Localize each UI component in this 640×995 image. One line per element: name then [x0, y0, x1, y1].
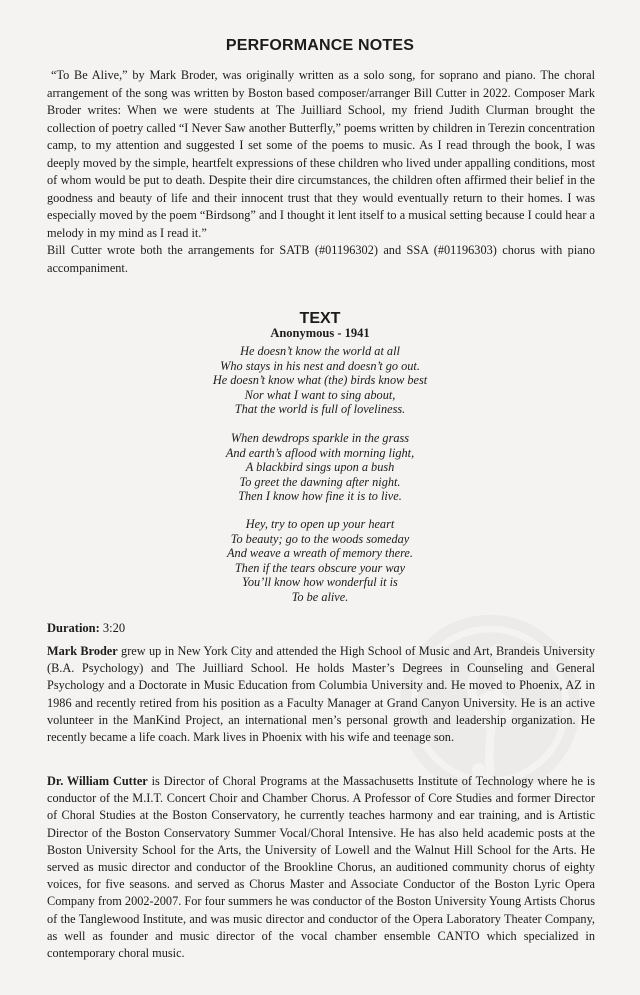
poem-line: And weave a wreath of memory there. [227, 546, 413, 561]
arrangements-paragraph: Bill Cutter wrote both the arrangements for SATB (#01196302) and SSA (#01196303) chorus with piano accompaniment. [47, 243, 595, 275]
bio-mark-broder [47, 643, 595, 746]
bio-text: grew up in New York City and attended the High School of Music and Art, Brandeis University (B.A. Psychology) and The Juilliard School. He holds Master’s Degrees in Counseling and General Psychology and a Doctorate in Music Education from Columbia University and. He moved to Phoenix, AZ in 1986 and recently retired from his position as a Faculty Manager at Grand Canyon University. He is an active volunteer in the ManKind Project, an international men’s personal growth and leadership organization. He recently became a life coach. Mark lives in Phoenix with his wife and teenage son. [47, 644, 595, 745]
bio-name: Dr. William Cutter [47, 774, 148, 788]
text-heading: TEXT [299, 310, 341, 327]
poem-line: Then I know how fine it is to live. [238, 489, 402, 504]
poem-stanza-2 [0, 431, 640, 504]
poem-line: He doesn’t know the world at all [240, 344, 400, 358]
bio-name: Mark Broder [47, 644, 118, 658]
poem-line: To beauty; go to the woods someday [230, 531, 410, 546]
poem-line: To greet the dawning after night. [239, 474, 401, 489]
performance-notes-heading: PERFORMANCE NOTES [225, 37, 415, 54]
poem-line: Who stays in his nest and doesn’t go out. [220, 358, 420, 373]
poem-line: When dewdrops sparkle in the grass [230, 431, 410, 445]
poem-line: Then if the tears obscure your way [234, 560, 406, 575]
duration-label: Duration: [47, 621, 100, 635]
bio-william-cutter [47, 773, 595, 962]
poem-line: That the world is full of loveliness. [234, 402, 406, 417]
bio-text: is Director of Choral Programs at the Massachusetts Institute of Technology where he is conductor of the M.I.T. Concert Choir and Chamber Chorus. A Professor of Core Studies and former Director of Choral Studies at the Boston Conservatory, he currently teaches harmony and ear training, and is Artistic Director of the Boston Conservatory Summer Vocal/Choral Intensive. He has also held academic posts at the Boston University School for the Arts, the University of Lowell and the Walnut Hill School for the Arts. He served as music director and conductor of the Brookline Chorus, an auditioned community chorus of eighty voices, for five seasons. and served as Chorus Master and Associate Conductor of the Boston Lyric Opera Company from 2002-2007. For four summers he was conductor of the Boston University Young Artists Chorus of the Tanglewood Institute, and was music director and conductor of the Opera Laboratory Theater Company, as well as founder and music director of the vocal chamber ensemble CANTO which specialized in contemporary choral music. [47, 774, 595, 961]
poem-line: To be alive. [291, 589, 349, 604]
poem-line: A blackbird sings upon a bush [245, 460, 395, 475]
poem-line: He doesn’t know what (the) birds know best [212, 373, 428, 388]
poem-line: And earth’s aflood with morning light, [225, 445, 415, 460]
poem-line: Nor what I want to sing about, [244, 387, 396, 402]
poem-author: Anonymous - 1941 [270, 326, 370, 340]
duration-value: 3:20 [102, 621, 126, 635]
poem-stanza-1 [0, 344, 640, 417]
duration [47, 621, 125, 636]
poem-line: You’ll know how wonderful it is [242, 575, 398, 590]
poem-line: Hey, try to open up your heart [245, 517, 395, 531]
poem-stanza-3 [0, 517, 640, 605]
performance-notes-paragraph: “To Be Alive,” by Mark Broder, was originally written as a solo song, for soprano and piano. The choral arrangement of the song was written by Boston based composer/arranger Bill Cutter in 2022. Composer Mark Broder writes: When we were students at The Juilliard School, my friend Judith Clurman brought the collection of poetry called “I Never Saw another Butterfly,” poems written by children in Terezin concentration camp, to my attention and suggested I set some of the poems to music. As I read through the book, I was deeply moved by the simple, heartfelt expressions of these children who lived under appalling conditions, most of whom would be put to death. Despite their dire circumstances, the children often affirmed their belief in the goodness and beauty of life and their innocent trust that they would eventually return to their homes. I was especially moved by the poem “Birdsong” and I thought it lent itself to a musical setting because I could hear a melody in my mind as I read it.” [47, 68, 595, 240]
